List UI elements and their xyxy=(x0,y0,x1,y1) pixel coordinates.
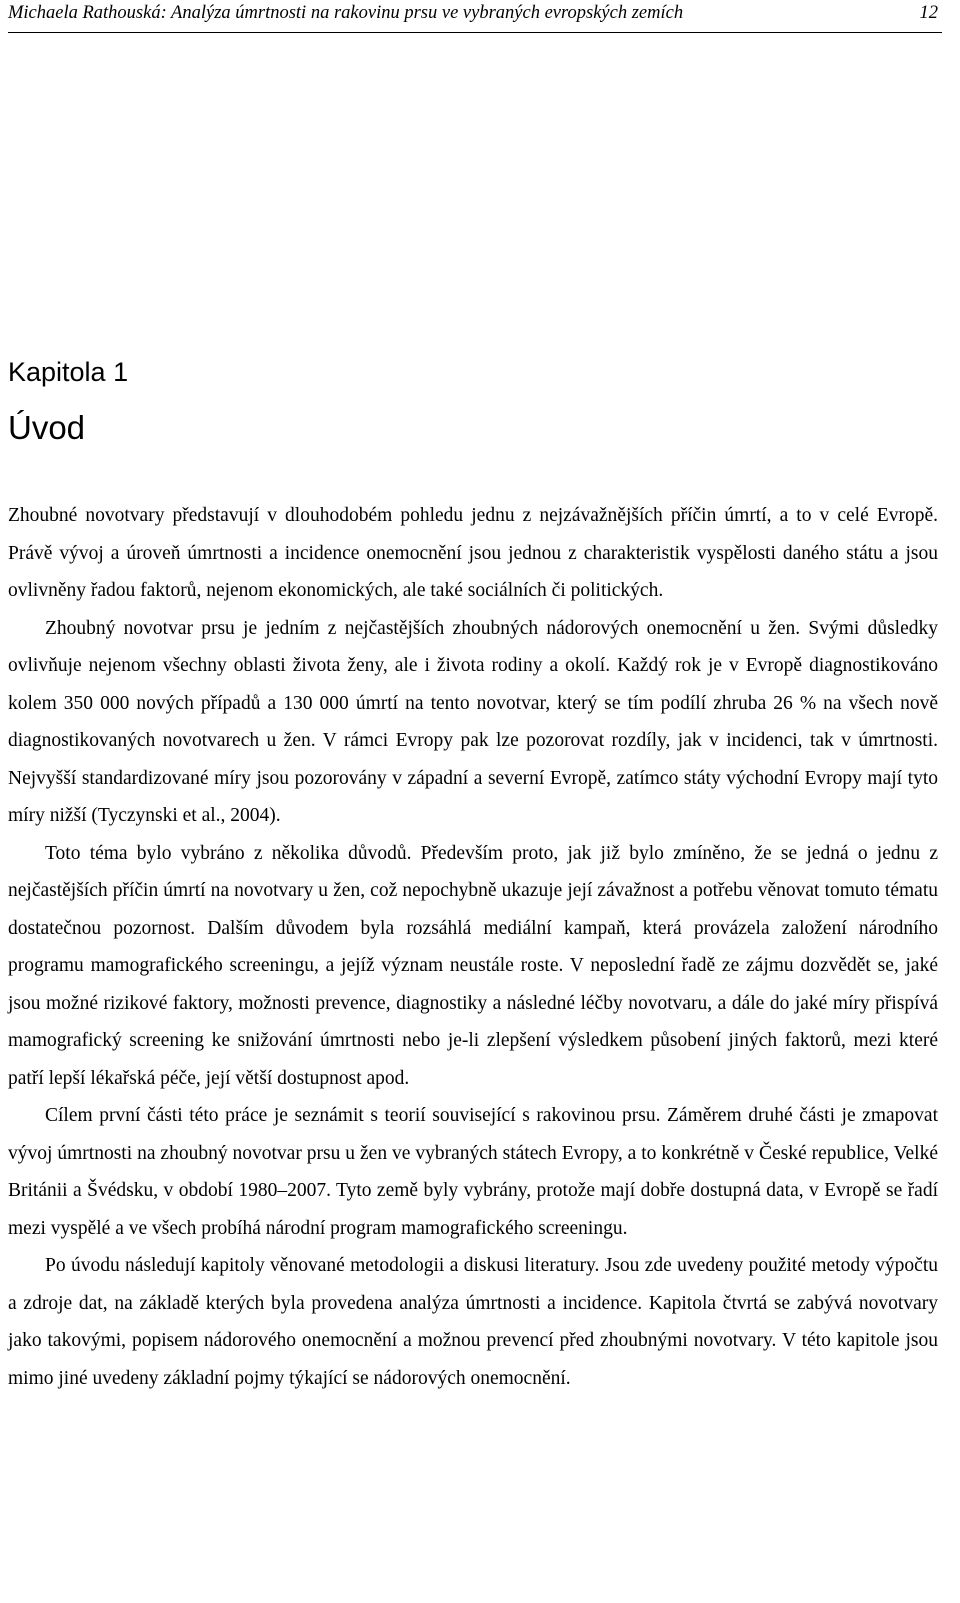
page-number: 12 xyxy=(919,3,938,23)
paragraph-intro: Zhoubné novotvary představují v dlouhodobém pohledu jednu z nejzávažnějších příčin úmrtí, a to v celé Evropě. Právě vývoj a úroveň úmrtnosti a incidence onemocnění jsou jednou z charakteristik vyspělosti daného státu a jsou ovlivněny řadou faktorů, nejenom ekonomických, ale také sociálních či politických. xyxy=(8,505,938,601)
paragraph-aims: Cílem první části této práce je seznámit s teorií související s rakovinou prsu. Záměrem druhé části je zmapovat vývoj úmrtnosti na zhoubný novotvar prsu u žen ve vybraných státech Evropy, a to konkrétně v České republice, Velké Británii a Švédsku, v období 1980–2007. Tyto země byly vybrány, protože mají dobře dostupná data, v Evropě se řadí mezi vyspělé a ve všech probíhá národní program mamografického screeningu. xyxy=(8,1105,938,1239)
paragraph-breast-cancer: Zhoubný novotvar prsu je jedním z nejčastějších zhoubných nádorových onemocnění u žen. Svými důsledky ovlivňuje nejenom všechny oblasti života ženy, ale i života rodiny a okolí. Každý rok je v Evropě diagnostikováno kolem 350 000 nových případů a 130 000 úmrtí na tento novotvar, který se tím podílí zhruba 26 % na všech nově diagnostikovaných novotvarech u žen. V rámci Evropy pak lze pozorovat rozdíly, jak v incidenci, tak v úmrtnosti. Nejvyšší standardizované míry jsou pozorovány v západní a severní Evropě, zatímco státy východní Evropy mají tyto míry nižší (Tyczynski et al., 2004). xyxy=(8,617,938,826)
paragraph-structure: Po úvodu následují kapitoly věnované metodologii a diskusi literatury. Jsou zde uvedeny použité metody výpočtu a zdroje dat, na základě kterých byla provedena analýza úmrtnosti a incidence. Kapitola čtvrtá se zabývá novotvary jako takovými, popisem nádorového onemocnění a možnou prevencí před zhoubnými novotvary. V této kapitole jsou mimo jiné uvedeny základní pojmy týkající se nádorových onemocnění. xyxy=(8,1255,938,1389)
paragraph-topic-reasons: Toto téma bylo vybráno z několika důvodů. Především proto, jak již bylo zmíněno, že se jedná o jednu z nejčastějších příčin úmrtí na novotvary u žen, což nepochybně ukazuje její závažnost a potřebu věnovat tomuto tématu dostatečnou pozornost. Dalším důvodem byla rozsáhlá mediální kampaň, která provázela založení národního programu mamografického screeningu, a jejíž význam neustále roste. V neposlední řadě ze zájmu dozvědět se, jaké jsou možné rizikové faktory, možnosti prevence, diagnostiky a následné léčby novotvaru, a dále do jaké míry přispívá mamografický screening ke snižování úmrtnosti nebo je-li zlepšení výsledkem působení jiných faktorů, mezi které patří lepší lékařská péče, její větší dostupnost apod. xyxy=(8,842,938,1089)
running-header xyxy=(8,0,942,33)
body-text xyxy=(8,497,938,1397)
chapter-label: Kapitola 1 xyxy=(8,357,129,387)
chapter-title: Úvod xyxy=(8,409,86,446)
header-title: Michaela Rathouská: Analýza úmrtnosti na rakovinu prsu ve vybraných evropských zemích xyxy=(8,3,684,23)
